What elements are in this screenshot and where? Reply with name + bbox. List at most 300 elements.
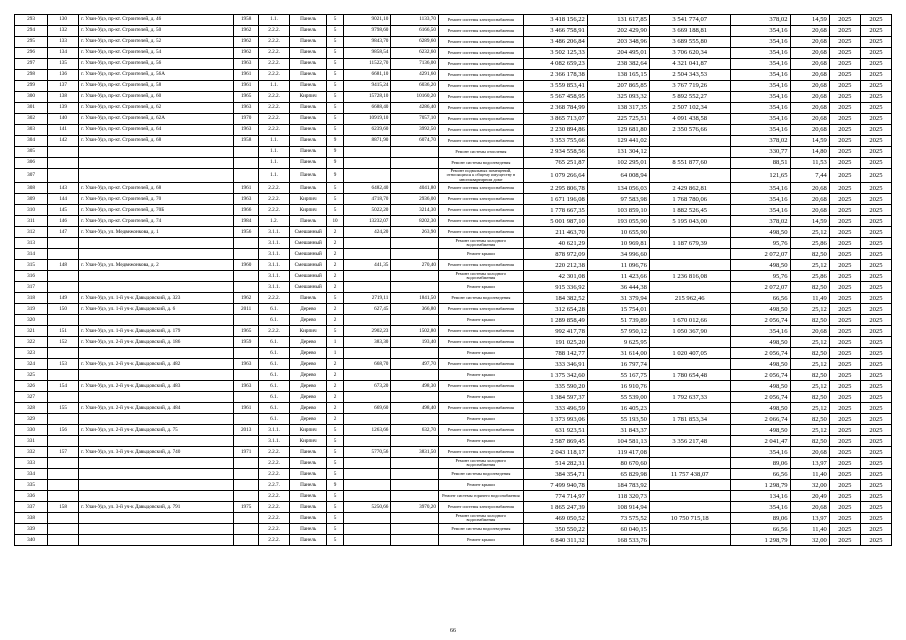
address-cell: г. Улан-Удэ, ул. Медвежонкова, д. 1: [79, 227, 234, 238]
total-cost-cell: 1 236 816,08: [649, 271, 730, 282]
cost-main-cell: 184 382,52: [523, 293, 587, 304]
unit-cost-control-cell: 13,97: [790, 458, 829, 469]
wall-material-cell: Дерево: [290, 370, 327, 381]
unit-cost-cell: 354,16: [730, 26, 790, 37]
year-end-cell: 2025: [860, 194, 891, 205]
cost-main-cell: 3 353 755,66: [523, 136, 587, 147]
category-cell: 2.2.2.: [259, 194, 290, 205]
work-type-cell: Ремонт системы электроснабжения: [438, 381, 523, 392]
unit-cost-cell: 498,50: [730, 359, 790, 370]
floors-cell: 5: [327, 524, 344, 535]
cost-main-cell: 42 301,08: [523, 271, 587, 282]
unit-cost-control-cell: 25,86: [790, 271, 829, 282]
category-cell: 6.1.: [259, 315, 290, 326]
table-row: [15, 535, 892, 546]
year-start-cell: 2025: [829, 293, 860, 304]
total-area-cell: [343, 282, 391, 293]
unit-cost-control-cell: 25,12: [790, 425, 829, 436]
category-cell: 6.1.: [259, 414, 290, 425]
category-cell: 2.2.7.: [259, 480, 290, 491]
cost-main-cell: 335 590,20: [523, 381, 587, 392]
total-cost-cell: [649, 147, 730, 158]
unit-cost-control-cell: 82,50: [790, 249, 829, 260]
total-cost-cell: [649, 337, 730, 348]
total-cost-cell: 1 187 679,39: [649, 238, 730, 249]
total-cost-cell: 1 050 367,90: [649, 326, 730, 337]
work-type-cell: Ремонт системы электроснабжения: [438, 81, 523, 92]
unit-cost-cell: 121,65: [730, 169, 790, 183]
address-cell: г. Улан-Удэ, ул. 2-й уч-к Давыдовский, д. 186: [79, 337, 234, 348]
table-row: [15, 183, 892, 194]
year-end-cell: 2025: [860, 304, 891, 315]
table-row: [15, 125, 892, 136]
year-end-cell: 2025: [860, 238, 891, 249]
cost-control-cell: 51 739,89: [587, 315, 649, 326]
work-type-cell: Ремонт системы холодного водоснабжения: [438, 513, 523, 524]
work-type-cell: Ремонт системы электроснабжения: [438, 326, 523, 337]
floors-cell: 10: [327, 216, 344, 227]
year-start-cell: 2025: [829, 502, 860, 513]
cost-main-cell: 631 923,51: [523, 425, 587, 436]
cost-main-cell: 220 212,38: [523, 260, 587, 271]
work-type-cell: Ремонт системы электроснабжения: [438, 337, 523, 348]
build-year-cell: 1961: [234, 70, 259, 81]
total-area-cell: [343, 315, 391, 326]
total-area-cell: [343, 271, 391, 282]
build-year-cell: 1965: [234, 92, 259, 103]
build-year-cell: [234, 392, 259, 403]
build-year-cell: 2011: [234, 304, 259, 315]
wall-material-cell: Смешанный: [290, 238, 327, 249]
category-cell: 2.2.2.: [259, 37, 290, 48]
house-number-cell: 135: [48, 59, 79, 70]
work-type-cell: Ремонт системы водоотведения: [438, 293, 523, 304]
row-number-cell: 332: [15, 447, 48, 458]
year-end-cell: 2025: [860, 381, 891, 392]
living-area-cell: 366,80: [391, 304, 439, 315]
unit-cost-cell: 88,51: [730, 158, 790, 169]
total-area-cell: [343, 436, 391, 447]
unit-cost-control-cell: 20,68: [790, 70, 829, 81]
unit-cost-cell: 354,16: [730, 205, 790, 216]
cost-control-cell: 129 441,02: [587, 136, 649, 147]
year-start-cell: 2025: [829, 103, 860, 114]
row-number-cell: 316: [15, 271, 48, 282]
living-area-cell: 4291,60: [391, 70, 439, 81]
house-number-cell: 149: [48, 293, 79, 304]
work-type-cell: Ремонт системы электроснабжения: [438, 92, 523, 103]
living-area-cell: [391, 348, 439, 359]
cost-control-cell: 104 581,13: [587, 436, 649, 447]
floors-cell: 5: [327, 293, 344, 304]
unit-cost-control-cell: 25,12: [790, 304, 829, 315]
work-type-cell: Ремонт системы отопления: [438, 147, 523, 158]
floors-cell: 5: [327, 205, 344, 216]
unit-cost-control-cell: 20,68: [790, 59, 829, 70]
build-year-cell: 1958: [234, 136, 259, 147]
wall-material-cell: Дерево: [290, 304, 327, 315]
category-cell: 3.1.1.: [259, 436, 290, 447]
year-start-cell: 2025: [829, 216, 860, 227]
unit-cost-cell: 354,16: [730, 326, 790, 337]
cost-main-cell: 384 354,71: [523, 469, 587, 480]
address-cell: г. Улан-Удэ, пр-кт. Строителей, д. 74: [79, 216, 234, 227]
category-cell: 3.1.1.: [259, 271, 290, 282]
living-area-cell: 6166,50: [391, 26, 439, 37]
year-end-cell: 2025: [860, 491, 891, 502]
floors-cell: 2: [327, 238, 344, 249]
work-type-cell: Ремонт системы электроснабжения: [438, 304, 523, 315]
year-end-cell: 2025: [860, 260, 891, 271]
living-area-cell: [391, 249, 439, 260]
row-number-cell: 337: [15, 502, 48, 513]
total-cost-cell: [649, 480, 730, 491]
year-end-cell: 2025: [860, 227, 891, 238]
work-type-cell: Ремонт системы электроснабжения: [438, 359, 523, 370]
unit-cost-control-cell: 82,50: [790, 282, 829, 293]
cost-main-cell: 7 499 940,78: [523, 480, 587, 491]
unit-cost-control-cell: 11,53: [790, 158, 829, 169]
cost-control-cell: 97 583,98: [587, 194, 649, 205]
total-cost-cell: 8 551 877,60: [649, 158, 730, 169]
row-number-cell: 326: [15, 381, 48, 392]
year-end-cell: 2025: [860, 81, 891, 92]
wall-material-cell: Дерево: [290, 392, 327, 403]
table-row: [15, 348, 892, 359]
build-year-cell: 1963: [234, 59, 259, 70]
year-end-cell: 2025: [860, 315, 891, 326]
table-row: [15, 114, 892, 125]
living-area-cell: 270,40: [391, 260, 439, 271]
unit-cost-control-cell: 20,68: [790, 205, 829, 216]
cost-main-cell: 2 934 558,56: [523, 147, 587, 158]
work-type-cell: Ремонт системы электроснабжения: [438, 114, 523, 125]
year-start-cell: 2025: [829, 158, 860, 169]
living-area-cell: 263,90: [391, 227, 439, 238]
cost-main-cell: 1 079 266,64: [523, 169, 587, 183]
total-cost-cell: 1 780 654,48: [649, 370, 730, 381]
wall-material-cell: Панель: [290, 48, 327, 59]
total-area-cell: 441,35: [343, 260, 391, 271]
year-start-cell: 2025: [829, 169, 860, 183]
floors-cell: 5: [327, 458, 344, 469]
unit-cost-cell: 2 056,74: [730, 315, 790, 326]
total-area-cell: [343, 348, 391, 359]
category-cell: 1.1.: [259, 81, 290, 92]
unit-cost-control-cell: 82,50: [790, 436, 829, 447]
year-end-cell: 2025: [860, 535, 891, 546]
document-page: [14, 14, 892, 546]
build-year-cell: [234, 535, 259, 546]
unit-cost-cell: 354,16: [730, 125, 790, 136]
total-area-cell: 6681,10: [343, 70, 391, 81]
cost-control-cell: 138 165,15: [587, 70, 649, 81]
year-start-cell: 2025: [829, 260, 860, 271]
wall-material-cell: Кирпич: [290, 194, 327, 205]
total-cost-cell: [649, 425, 730, 436]
cost-main-cell: 788 142,77: [523, 348, 587, 359]
house-number-cell: 155: [48, 403, 79, 414]
house-number-cell: 144: [48, 194, 79, 205]
cost-control-cell: 118 320,73: [587, 491, 649, 502]
floors-cell: 5: [327, 70, 344, 81]
build-year-cell: [234, 491, 259, 502]
house-number-cell: 156: [48, 425, 79, 436]
address-cell: г. Улан-Удэ, ул. 2-й уч-к Давыдовский, д. 482: [79, 359, 234, 370]
living-area-cell: [391, 169, 439, 183]
floors-cell: 9: [327, 480, 344, 491]
house-number-cell: 140: [48, 114, 79, 125]
cost-control-cell: 225 725,51: [587, 114, 649, 125]
cost-main-cell: 1 778 667,35: [523, 205, 587, 216]
house-number-cell: 146: [48, 216, 79, 227]
build-year-cell: [234, 282, 259, 293]
table-row: [15, 103, 892, 114]
category-cell: 2.2.2.: [259, 458, 290, 469]
year-end-cell: 2025: [860, 147, 891, 158]
cost-control-cell: 64 008,94: [587, 169, 649, 183]
house-number-cell: [48, 414, 79, 425]
work-type-cell: Ремонт системы электроснабжения: [438, 48, 523, 59]
wall-material-cell: Дерево: [290, 315, 327, 326]
build-year-cell: [234, 158, 259, 169]
unit-cost-control-cell: 20,68: [790, 125, 829, 136]
work-type-cell: Ремонт системы электроснабжения: [438, 425, 523, 436]
year-start-cell: 2025: [829, 136, 860, 147]
address-cell: [79, 238, 234, 249]
living-area-cell: [391, 491, 439, 502]
table-row: [15, 59, 892, 70]
row-number-cell: 320: [15, 315, 48, 326]
year-start-cell: 2025: [829, 447, 860, 458]
total-cost-cell: 3 356 217,48: [649, 436, 730, 447]
table-row: [15, 381, 892, 392]
cost-main-cell: 3 486 206,84: [523, 37, 587, 48]
work-type-cell: Ремонт подвальных помещений, относящихся к общему имуществу в многоквартирном доме: [438, 169, 523, 183]
wall-material-cell: Панель: [290, 81, 327, 92]
wall-material-cell: Панель: [290, 469, 327, 480]
unit-cost-cell: 2 041,47: [730, 436, 790, 447]
unit-cost-cell: 354,16: [730, 447, 790, 458]
row-number-cell: 296: [15, 48, 48, 59]
unit-cost-cell: 330,77: [730, 147, 790, 158]
category-cell: 6.1.: [259, 370, 290, 381]
work-type-cell: Ремонт системы электроснабжения: [438, 26, 523, 37]
house-number-cell: [48, 158, 79, 169]
table-row: [15, 359, 892, 370]
row-number-cell: 313: [15, 238, 48, 249]
cost-control-cell: 60 040,15: [587, 524, 649, 535]
year-end-cell: 2025: [860, 337, 891, 348]
address-cell: г. Улан-Удэ, ул. 3-й уч-к Давыдовский, д. 791: [79, 502, 234, 513]
house-number-cell: [48, 480, 79, 491]
year-start-cell: 2025: [829, 403, 860, 414]
build-year-cell: [234, 524, 259, 535]
category-cell: 6.1.: [259, 381, 290, 392]
cost-control-cell: 193 055,90: [587, 216, 649, 227]
address-cell: г. Улан-Удэ, пр-кт. Строителей, д. 70Б: [79, 205, 234, 216]
category-cell: 2.2.2.: [259, 293, 290, 304]
table-row: [15, 392, 892, 403]
cost-control-cell: 31 379,94: [587, 293, 649, 304]
address-cell: г. Улан-Удэ, ул. 1-й уч-к Давыдовский, д. 6: [79, 304, 234, 315]
cost-main-cell: 765 251,87: [523, 158, 587, 169]
row-number-cell: 322: [15, 337, 48, 348]
total-area-cell: [343, 458, 391, 469]
unit-cost-cell: 354,16: [730, 59, 790, 70]
table-row: [15, 136, 892, 147]
house-number-cell: 154: [48, 381, 79, 392]
total-cost-cell: 5 195 043,00: [649, 216, 730, 227]
address-cell: [79, 524, 234, 535]
unit-cost-control-cell: 20,68: [790, 26, 829, 37]
house-number-cell: [48, 535, 79, 546]
table-row: [15, 238, 892, 249]
living-area-cell: [391, 158, 439, 169]
table-row: [15, 491, 892, 502]
cost-main-cell: 3 418 156,22: [523, 15, 587, 26]
build-year-cell: 1959: [234, 337, 259, 348]
total-cost-cell: 1 768 780,06: [649, 194, 730, 205]
floors-cell: 5: [327, 502, 344, 513]
year-start-cell: 2025: [829, 249, 860, 260]
living-area-cell: 3992,50: [391, 125, 439, 136]
year-start-cell: 2025: [829, 125, 860, 136]
cost-control-cell: 184 783,92: [587, 480, 649, 491]
house-number-cell: 139: [48, 103, 79, 114]
build-year-cell: 1975: [234, 502, 259, 513]
year-start-cell: 2025: [829, 425, 860, 436]
cost-control-cell: 73 575,52: [587, 513, 649, 524]
living-area-cell: 8202,30: [391, 216, 439, 227]
year-start-cell: 2025: [829, 337, 860, 348]
floors-cell: 2: [327, 392, 344, 403]
year-end-cell: 2025: [860, 425, 891, 436]
unit-cost-cell: 354,16: [730, 48, 790, 59]
cost-main-cell: 2 230 894,86: [523, 125, 587, 136]
wall-material-cell: Панель: [290, 37, 327, 48]
unit-cost-cell: 498,50: [730, 227, 790, 238]
table-row: [15, 26, 892, 37]
floors-cell: 5: [327, 513, 344, 524]
cost-control-cell: 55 539,00: [587, 392, 649, 403]
house-number-cell: 158: [48, 502, 79, 513]
year-start-cell: 2025: [829, 114, 860, 125]
unit-cost-cell: 498,50: [730, 260, 790, 271]
total-cost-cell: 215 962,46: [649, 293, 730, 304]
category-cell: 1.1.: [259, 147, 290, 158]
cost-control-cell: 204 495,01: [587, 48, 649, 59]
unit-cost-cell: 498,50: [730, 381, 790, 392]
work-type-cell: Ремонт крыши: [438, 282, 523, 293]
build-year-cell: 1965: [234, 326, 259, 337]
cost-main-cell: 774 714,97: [523, 491, 587, 502]
living-area-cell: [391, 458, 439, 469]
cost-main-cell: 2 587 869,45: [523, 436, 587, 447]
row-number-cell: 310: [15, 205, 48, 216]
address-cell: г. Улан-Удэ, пр-кт. Строителей, д. 68: [79, 183, 234, 194]
total-area-cell: 9798,60: [343, 26, 391, 37]
wall-material-cell: Панель: [290, 15, 327, 26]
house-number-cell: 136: [48, 70, 79, 81]
wall-material-cell: Кирпич: [290, 425, 327, 436]
year-end-cell: 2025: [860, 125, 891, 136]
repair-program-table: [14, 14, 892, 546]
year-start-cell: 2025: [829, 48, 860, 59]
cost-main-cell: 211 463,70: [523, 227, 587, 238]
floors-cell: 2: [327, 260, 344, 271]
unit-cost-cell: 498,50: [730, 304, 790, 315]
work-type-cell: Ремонт крыши: [438, 370, 523, 381]
floors-cell: 5: [327, 447, 344, 458]
work-type-cell: Ремонт системы электроснабжения: [438, 15, 523, 26]
year-start-cell: 2025: [829, 227, 860, 238]
house-number-cell: 153: [48, 359, 79, 370]
row-number-cell: 293: [15, 15, 48, 26]
year-end-cell: 2025: [860, 169, 891, 183]
cost-control-cell: 238 382,64: [587, 59, 649, 70]
table-row: [15, 414, 892, 425]
house-number-cell: 137: [48, 81, 79, 92]
table-row: [15, 425, 892, 436]
year-end-cell: 2025: [860, 326, 891, 337]
total-cost-cell: [649, 359, 730, 370]
cost-control-cell: 16 405,23: [587, 403, 649, 414]
build-year-cell: 1963: [234, 103, 259, 114]
total-cost-cell: 3 767 719,26: [649, 81, 730, 92]
work-type-cell: Ремонт системы холодного водоснабжения: [438, 271, 523, 282]
category-cell: 3.1.1.: [259, 425, 290, 436]
address-cell: г. Улан-Удэ, пр-кт. Строителей, д. 56: [79, 59, 234, 70]
year-end-cell: 2025: [860, 183, 891, 194]
year-end-cell: 2025: [860, 392, 891, 403]
floors-cell: 2: [327, 381, 344, 392]
year-end-cell: 2025: [860, 48, 891, 59]
living-area-cell: 4286,40: [391, 103, 439, 114]
year-start-cell: 2025: [829, 414, 860, 425]
total-cost-cell: 4 321 041,87: [649, 59, 730, 70]
unit-cost-control-cell: 20,68: [790, 114, 829, 125]
build-year-cell: 1962: [234, 37, 259, 48]
address-cell: [79, 414, 234, 425]
row-number-cell: 339: [15, 524, 48, 535]
unit-cost-cell: 66,56: [730, 293, 790, 304]
year-start-cell: 2025: [829, 381, 860, 392]
unit-cost-cell: 354,16: [730, 103, 790, 114]
work-type-cell: Ремонт крыши: [438, 436, 523, 447]
build-year-cell: [234, 147, 259, 158]
wall-material-cell: Панель: [290, 502, 327, 513]
build-year-cell: 1962: [234, 48, 259, 59]
wall-material-cell: Панель: [290, 158, 327, 169]
row-number-cell: 312: [15, 227, 48, 238]
year-start-cell: 2025: [829, 26, 860, 37]
build-year-cell: 1984: [234, 216, 259, 227]
unit-cost-control-cell: 20,49: [790, 491, 829, 502]
cost-main-cell: 5 001 987,10: [523, 216, 587, 227]
build-year-cell: 1962: [234, 293, 259, 304]
cost-main-cell: 1 373 993,06: [523, 414, 587, 425]
floors-cell: 5: [327, 491, 344, 502]
row-number-cell: 302: [15, 114, 48, 125]
category-cell: 2.2.2.: [259, 103, 290, 114]
year-start-cell: 2025: [829, 392, 860, 403]
unit-cost-cell: 354,16: [730, 70, 790, 81]
unit-cost-control-cell: 14,59: [790, 136, 829, 147]
cost-main-cell: 3 502 125,33: [523, 48, 587, 59]
build-year-cell: 2013: [234, 425, 259, 436]
unit-cost-cell: 2 056,74: [730, 392, 790, 403]
